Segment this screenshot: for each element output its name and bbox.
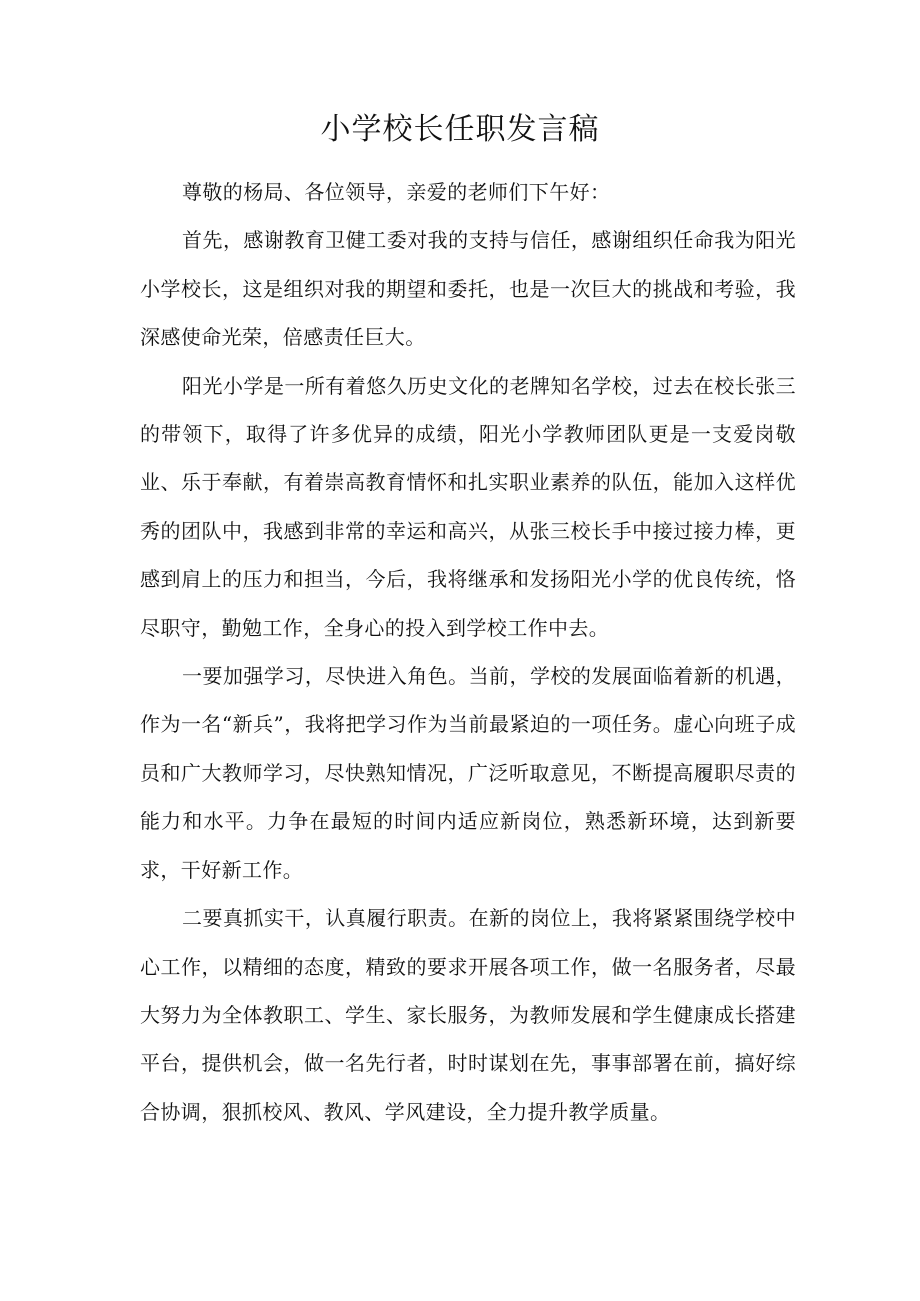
document-body — [140, 168, 796, 1136]
document-title: 小学校长任职发言稿 — [320, 112, 600, 147]
body-paragraph: 一要加强学习，尽快进入角色。当前，学校的发展面临着新的机遇，作为一名“新兵”，我将把学习作为当前最紧迫的一项任务。虚心向班子成员和广大教师学习，尽快熟知情况，广泛听取意见，不断提高履职尽责的能力和水平。力争在最短的时间内适应新岗位，熟悉新环境，达到新要求，干好新工作。 — [140, 664, 796, 882]
body-paragraph: 首先，感谢教育卫健工委对我的支持与信任，感谢组织任命我为阳光小学校长，这是组织对我的期望和委托，也是一次巨大的挑战和考验，我深感使命光荣，倍感责任巨大。 — [140, 228, 796, 350]
body-paragraph: 阳光小学是一所有着悠久历史文化的老牌知名学校，过去在校长张三的带领下，取得了许多优异的成绩，阳光小学教师团队更是一支爱岗敬业、乐于奉献，有着崇高教育情怀和扎实职业素养的队伍，能加入这样优秀的团队中，我感到非常的幸运和高兴，从张三校长手中接过接力棒，更感到肩上的压力和担当，今后，我将继承和发扬阳光小学的优良传统，恪尽职守，勤勉工作，全身心的投入到学校工作中去。 — [140, 373, 796, 640]
greeting-paragraph: 尊敬的杨局、各位领导，亲爱的老师们下午好： — [182, 180, 611, 204]
body-paragraph: 二要真抓实干，认真履行职责。在新的岗位上，我将紧紧围绕学校中心工作，以精细的态度，精致的要求开展各项工作，做一名服务者，尽最大努力为全体教职工、学生、家长服务，为教师发展和学生健康成长搭建平台，提供机会，做一名先行者，时时谋划在先，事事部署在前，搞好综合协调，狠抓校风、教风、学风建设，全力提升教学质量。 — [140, 906, 796, 1124]
